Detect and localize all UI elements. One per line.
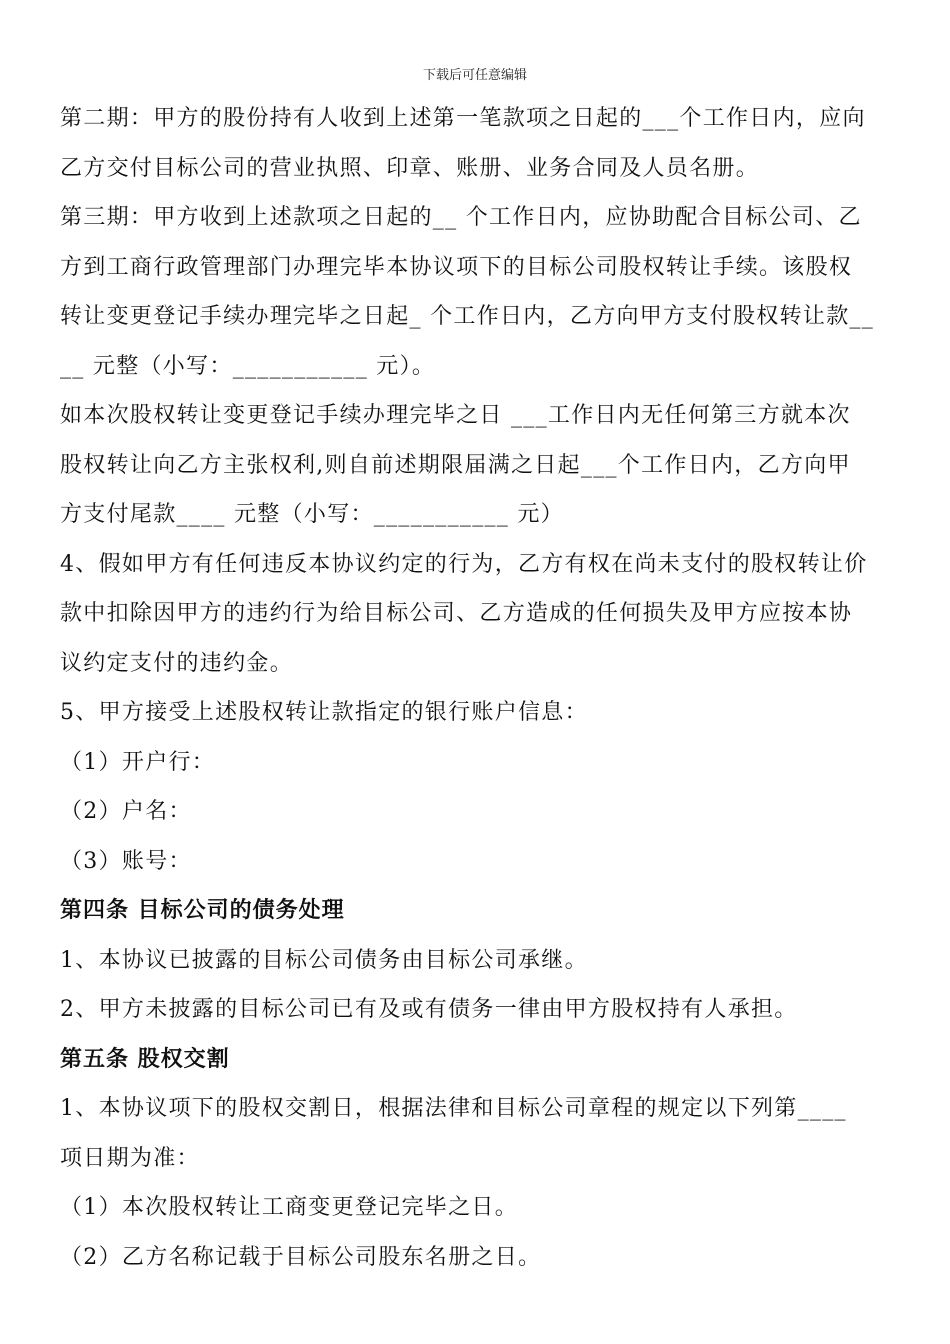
list-item: （3）账号：: [60, 848, 192, 874]
list-item: （2）户名：: [60, 799, 192, 824]
section-heading: 第四条 目标公司的债务处理: [60, 898, 345, 923]
paragraph-line: 1、本协议已披露的目标公司债务由目标公司承继。: [60, 947, 588, 973]
page-header: 下载后可任意编辑: [422, 68, 527, 83]
paragraph-line: 方到工商行政管理部门办理完毕本协议项下的目标公司股权转让手续。该股权: [60, 254, 853, 280]
paragraph-line: 议约定支付的违约金。: [60, 650, 294, 676]
paragraph-line: 项日期为准：: [60, 1145, 200, 1171]
paragraph-line: 2、甲方未披露的目标公司已有及或有债务一律由甲方股权持有人承担。: [60, 997, 798, 1022]
document-body: [60, 94, 896, 1282]
paragraph-line: 款中扣除因甲方的违约行为给目标公司、乙方造成的任何损失及甲方应按本协: [60, 601, 853, 626]
paragraph-line: 5、甲方接受上述股权转让款指定的银行账户信息：: [60, 700, 588, 725]
section-heading: 第五条 股权交割: [60, 1046, 230, 1072]
paragraph-line: 第二期：甲方的股份持有人收到上述第一笔款项之日起的___个工作日内，应向: [60, 106, 866, 131]
paragraph-line: 第三期：甲方收到上述款项之日起的__ 个工作日内，应协助配合目标公司、乙: [60, 205, 862, 230]
list-item: （1）开户行：: [60, 749, 216, 775]
paragraph-line: 1、本协议项下的股权交割日，根据法律和目标公司章程的规定以下列第____: [60, 1096, 847, 1121]
paragraph-line: 转让变更登记手续办理完毕之日起_ 个工作日内，乙方向甲方支付股权转让款__: [60, 304, 875, 329]
list-item: （2）乙方名称记载于目标公司股东名册之日。: [60, 1244, 542, 1270]
paragraph-line: 乙方交付目标公司的营业执照、印章、账册、业务合同及人员名册。: [60, 155, 760, 181]
list-item: （1）本次股权转让工商变更登记完毕之日。: [60, 1195, 518, 1220]
paragraph-line: 如本次股权转让变更登记手续办理完毕之日 ___工作日内无任何第三方就本次: [60, 403, 851, 428]
paragraph-line: __ 元整（小写：___________ 元）。: [60, 353, 436, 379]
paragraph-line: 4、假如甲方有任何违反本协议约定的行为，乙方有权在尚未支付的股权转让价: [60, 551, 868, 577]
paragraph-line: 股权转让向乙方主张权利,则自前述期限届满之日起___个工作日内，乙方向甲: [60, 452, 851, 478]
paragraph-line: 方支付尾款____ 元整（小写：___________ 元）: [60, 502, 564, 527]
